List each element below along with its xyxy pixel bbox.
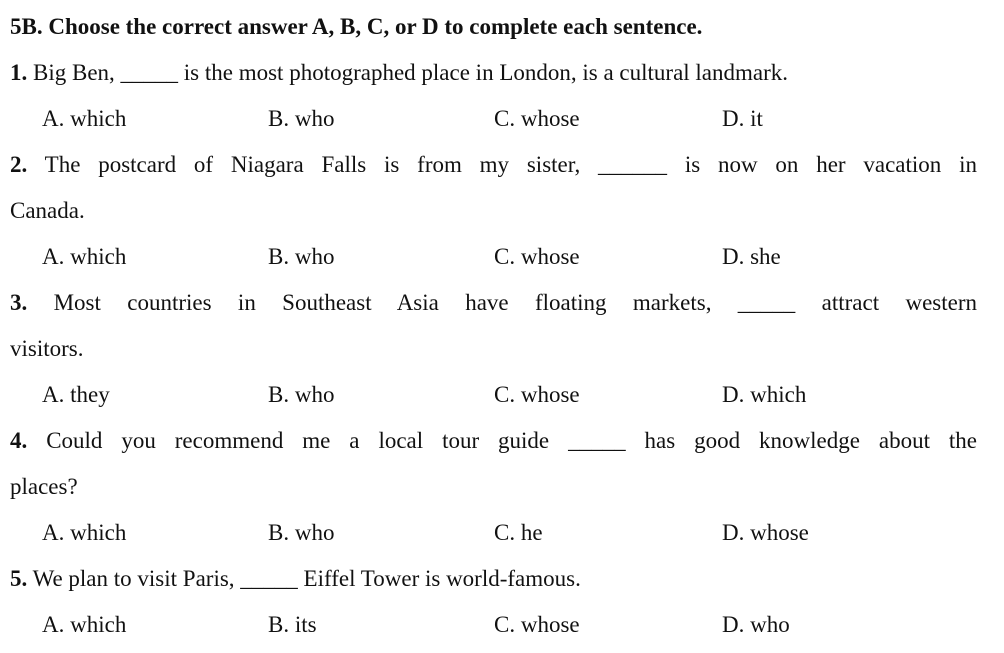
question-2-line-2: Canada. [10, 198, 85, 223]
exercise-title: 5B. Choose the correct answer A, B, C, or D to complete each sentence. [10, 14, 703, 39]
question-5-option-c: C. whose [494, 612, 580, 637]
question-2-number: 2. [10, 152, 28, 177]
question-3-line-2: visitors. [10, 336, 84, 361]
question-3-option-a: A. they [42, 382, 110, 407]
question-2-option-b: B. who [268, 244, 335, 269]
question-1-option-c: C. whose [494, 106, 580, 131]
question-1-option-b: B. who [268, 106, 335, 131]
question-1-number: 1. [10, 60, 28, 85]
question-2-option-c: C. whose [494, 244, 580, 269]
question-1-options [42, 96, 977, 142]
question-4-option-a: A. which [42, 520, 127, 545]
question-4-option-b: B. who [268, 520, 335, 545]
question-4-text [10, 418, 977, 464]
question-1-option-a: A. which [42, 106, 127, 131]
question-3-number: 3. [10, 290, 28, 315]
question-5-number: 5. [10, 566, 28, 591]
question-2-text [10, 142, 977, 188]
question-4-number: 4. [10, 428, 28, 453]
question-2-line-1: The postcard of Niagara Falls is from my sister, ______ is now on her vacation in [44, 152, 977, 177]
question-4-option-c: C. he [494, 520, 543, 545]
question-5-option-d: D. who [722, 612, 790, 637]
question-2-options [42, 234, 977, 280]
question-4-option-d: D. whose [722, 520, 809, 545]
question-3 [10, 280, 977, 418]
question-5 [10, 556, 977, 648]
question-4-options [42, 510, 977, 556]
question-1-line-1: Big Ben, _____ is the most photographed place in London, is a cultural landmark. [33, 60, 789, 85]
question-1 [10, 50, 977, 142]
question-1-option-d: D. it [722, 106, 763, 131]
question-5-options [42, 602, 977, 648]
question-4-line-2: places? [10, 474, 78, 499]
question-5-line-1: We plan to visit Paris, _____ Eiffel Tower is world-famous. [32, 566, 581, 591]
question-5-option-a: A. which [42, 612, 127, 637]
question-2 [10, 142, 977, 280]
question-5-option-b: B. its [268, 612, 317, 637]
question-3-option-c: C. whose [494, 382, 580, 407]
question-5-text [10, 556, 977, 602]
question-3-options [42, 372, 977, 418]
question-2-option-d: D. she [722, 244, 781, 269]
question-1-text [10, 50, 977, 96]
question-3-option-b: B. who [268, 382, 335, 407]
question-4 [10, 418, 977, 556]
question-2-option-a: A. which [42, 244, 127, 269]
question-4-line-1: Could you recommend me a local tour guide _____ has good knowledge about the [46, 428, 977, 453]
question-3-line-1: Most countries in Southeast Asia have floating markets, _____ attract western [53, 290, 978, 315]
question-3-option-d: D. which [722, 382, 807, 407]
question-3-text [10, 280, 977, 326]
